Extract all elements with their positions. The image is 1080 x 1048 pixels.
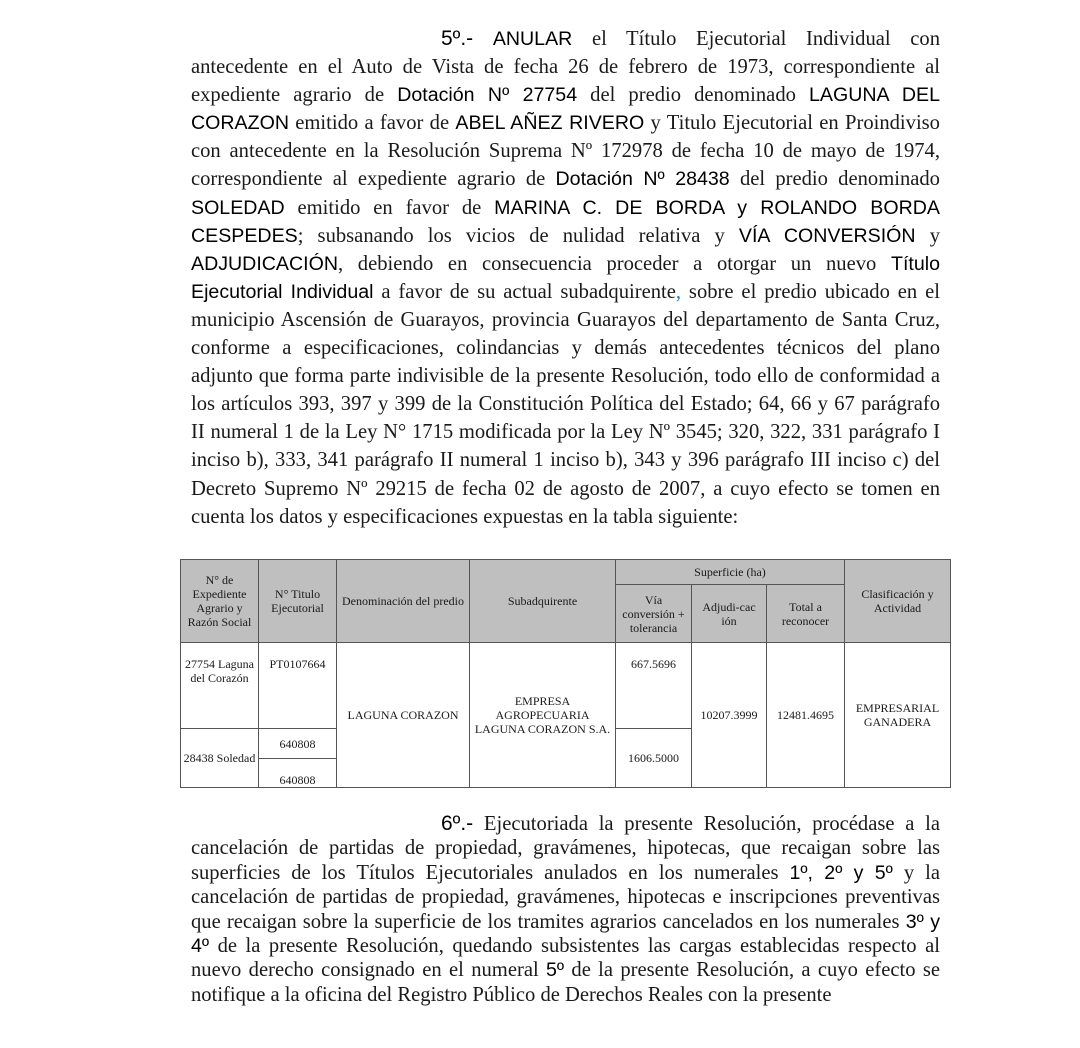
header-clasificacion: Clasificación y Actividad (845, 560, 951, 643)
cell-expediente: 28438 Soledad (181, 729, 259, 788)
header-titulo: N° Titulo Ejecutorial (259, 560, 337, 643)
cell-total: 12481.4695 (767, 643, 845, 788)
text: , debiendo en consecuencia proceder a otorgar un nuevo (337, 252, 891, 275)
text: del predio denominado (729, 168, 940, 191)
cell-adjudicacion: 10207.3999 (692, 643, 767, 788)
text: emitido a favor de (288, 112, 456, 135)
text: el Título Ejecutorial Individual con antecedente en el Auto de Vista de fecha 26 de febrero de 1973, correspondiente al expediente agrario de (191, 28, 940, 107)
cell-via-conversion: 1606.5000 (616, 729, 692, 788)
text: sobre el predio ubicado en el municipio Ascensión de Guarayos, provincia Guarayos del departamento de Santa Cruz, conforme a especificaciones, colindancias y demás antecedentes técnicos del plano adjunto que forma parte indivisible de la presente Resolución, todo ello de conformidad a los artículos 393, 397 y 399 de la Constitución Política del Estado; 64, 66 y 67 parágrafo II numeral 1 de la Ley N° 1715 modificada por la Ley Nº 3545; 320, 322, 331 parágrafo I inciso b), 333, 341 parágrafo II numeral 1 inciso b), 343 y 396 parágrafo III inciso c) del Decreto Supremo Nº 29215 de fecha 02 de agosto de 2007, a cuyo efecto se tomen en cuenta los datos y especificaciones expuestas en la tabla siguiente: (191, 280, 940, 528)
header-denominacion: Denominación del predio (337, 560, 470, 643)
text: Ejecutoriada la presente Resolución, procédase a la cancelación de partidas de propiedad, gravámenes, hipotecas, que recaigan sobre las superficies de los Títulos Ejecutoriales anulados en los numerales (191, 813, 940, 884)
header-total: Total a reconocer (767, 585, 845, 643)
emphasis-soledad: SOLEDAD (191, 196, 285, 219)
table-row (181, 643, 951, 729)
paragraph-6 (191, 812, 940, 1007)
numeral-5: 5º.- (441, 27, 474, 50)
cell-subadquirente: EMPRESA AGROPECUARIA LAGUNA CORAZON S.A. (470, 643, 616, 788)
numeral-6: 6º.- (441, 812, 474, 835)
cell-clasificacion: EMPRESARIAL GANADERA (845, 643, 951, 788)
emphasis-dotacion-27754: Dotación Nº 27754 (397, 84, 578, 107)
cell-titulo: 640808 (259, 729, 337, 759)
text: de la presente Resolución, quedando subsistentes las cargas establecidas respecto al nuevo derecho consignado en el numeral (191, 935, 940, 982)
header-subadquirente: Subadquirente (470, 560, 616, 643)
emphasis-titulo-ejecutorial: Título Ejecutorial Individual (191, 252, 940, 303)
header-via-conversion: Vía conversión + tolerancia (616, 585, 692, 643)
emphasis-numeral-5: 5º (546, 959, 565, 982)
emphasis-dotacion-28438: Dotación Nº 28438 (555, 168, 730, 191)
cell-denominacion: LAGUNA CORAZON (337, 643, 470, 788)
cell-titulo: 640808 (259, 759, 337, 788)
emphasis-numerales-1-2-5: 1º, 2º y 5º (789, 861, 893, 884)
emphasis-numerales-3-4: 3º y 4º (191, 910, 941, 958)
header-expediente: N° de Expediente Agrario y Razón Social (181, 560, 259, 643)
emphasis-abel-anez-rivero: ABEL AÑEZ RIVERO (455, 112, 645, 135)
cell-titulo: PT0107664 (259, 643, 337, 729)
emphasis-laguna-del-corazon: LAGUNA DEL CORAZON (191, 84, 941, 135)
cell-expediente: 27754 Laguna del Corazón (181, 643, 259, 729)
emphasis-anular: ANULAR (492, 28, 573, 50)
text: y (915, 224, 940, 247)
paragraph-5 (191, 25, 940, 531)
highlighted-comma: , (675, 280, 682, 303)
header-adjudicacion: Adjudi-cac ión (692, 585, 767, 643)
superficie-table (180, 559, 951, 788)
text: del predio denominado (577, 84, 810, 107)
emphasis-adjudicacion: ADJUDICACIÓN (191, 252, 338, 275)
text: a favor de su actual subadquirente (373, 280, 676, 303)
text: y la cancelación de partidas de propiedad, gravámenes, hipotecas e inscripciones preventivas que recaigan sobre la superficie de los tramites agrarios cancelados en los numerales (191, 861, 940, 933)
text: de la presente Resolución, a cuyo efecto se notifique a la oficina del Registro Público de Derechos Reales con la presente (191, 959, 941, 1006)
header-superficie: Superficie (ha) (616, 560, 845, 585)
emphasis-owners: MARINA C. DE BORDA y ROLANDO BORDA CESPEDES (191, 196, 940, 247)
text: ; subsanando los vicios de nulidad relativa y (297, 224, 739, 247)
text: emitido en favor de (284, 196, 495, 219)
text: y Titulo Ejecutorial en Proindiviso con antecedente en la Resolución Suprema Nº 172978 de fecha 10 de mayo de 1974, correspondiente al expediente agrario de (191, 112, 940, 191)
emphasis-via-conversion: VÍA CONVERSIÓN (738, 224, 916, 247)
cell-via-conversion: 667.5696 (616, 643, 692, 729)
